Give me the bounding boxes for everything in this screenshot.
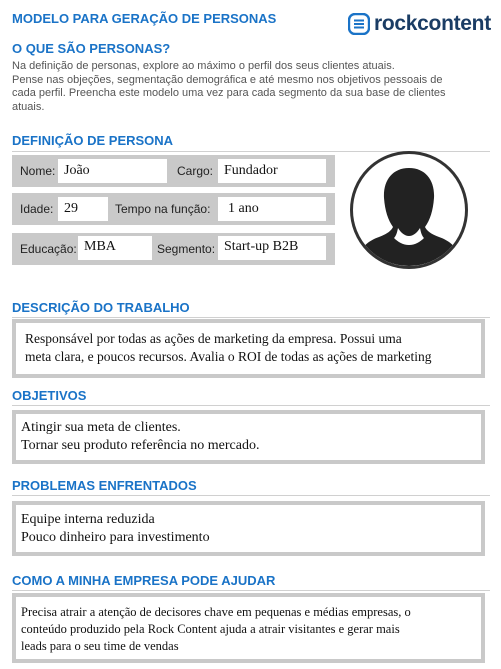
- segment-field[interactable]: Start-up B2B: [218, 236, 326, 260]
- goals-field[interactable]: [16, 414, 481, 460]
- intro-text: [12, 60, 482, 114]
- problems-section-title: PROBLEMAS ENFRENTADOS: [12, 478, 197, 493]
- persona-avatar[interactable]: [350, 151, 468, 269]
- text-line: Atingir sua meta de clientes.: [21, 420, 181, 435]
- name-field[interactable]: João: [58, 159, 167, 183]
- problems-box: [12, 501, 485, 556]
- segment-label: Segmento:: [157, 242, 216, 256]
- person-silhouette-icon: [353, 154, 465, 266]
- goals-box: [12, 410, 485, 464]
- goals-section-title: OBJETIVOS: [12, 388, 87, 403]
- intro-line: cada perfil. Preencha este modelo uma vez para cada segmento da sua base de clientes: [12, 87, 446, 99]
- intro-line: Pense nas objeções, segmentação demográfica e até mesmo nos objetivos pessoais de: [12, 73, 443, 86]
- intro-line: Na definição de personas, explore ao máximo o perfil dos seus clientes atuais.: [12, 60, 395, 72]
- text-line: Responsável por todas as ações de marketing da empresa. Possui uma: [25, 331, 402, 346]
- section-divider: [12, 590, 490, 591]
- persona-row-education-segment: [12, 233, 335, 265]
- persona-section-title: DEFINIÇÃO DE PERSONA: [12, 133, 174, 148]
- role-field[interactable]: Fundador: [218, 159, 326, 183]
- text-line: Precisa atrair a atenção de decisores chave em pequenas e médias empresas, o: [21, 605, 411, 619]
- problems-field[interactable]: [16, 505, 481, 552]
- section-divider: [12, 495, 490, 496]
- education-label: Educação:: [20, 242, 77, 256]
- text-line: conteúdo produzido pela Rock Content ajuda a atrair visitantes e gerar mais: [21, 622, 400, 636]
- persona-row-age-tenure: [12, 193, 335, 225]
- help-box: [12, 593, 485, 663]
- age-label: Idade:: [20, 202, 54, 216]
- brand-name: rockcontent: [374, 12, 491, 35]
- job-section-title: DESCRIÇÃO DO TRABALHO: [12, 300, 190, 315]
- text-line: leads para o seu time de vendas: [21, 639, 179, 653]
- intro-line: atuais.: [12, 100, 45, 113]
- tenure-label: Tempo na função:: [115, 202, 211, 216]
- text-line: meta clara, e poucos recursos. Avalia o ROI de todas as ações de marketing: [25, 349, 432, 364]
- text-line: Pouco dinheiro para investimento: [21, 530, 210, 545]
- persona-row-name-role: [12, 155, 335, 187]
- section-divider: [12, 405, 490, 406]
- age-field[interactable]: 29: [58, 197, 108, 221]
- role-label: Cargo:: [177, 164, 214, 178]
- text-line: Tornar seu produto referência no mercado.: [21, 438, 260, 453]
- education-field[interactable]: MBA: [78, 236, 152, 260]
- section-divider: [12, 317, 490, 318]
- help-section-title: COMO A MINHA EMPRESA PODE AJUDAR: [12, 573, 276, 588]
- name-label: Nome:: [20, 164, 56, 178]
- brand-logo: [348, 12, 491, 36]
- tenure-field[interactable]: 1 ano: [218, 197, 326, 221]
- help-field[interactable]: [16, 597, 481, 659]
- job-description-field[interactable]: [16, 323, 481, 374]
- text-line: Equipe interna reduzida: [21, 512, 155, 527]
- rockcontent-logo-icon: [348, 13, 370, 35]
- job-description-box: [12, 319, 485, 378]
- page-title: MODELO PARA GERAÇÃO DE PERSONAS: [12, 11, 277, 26]
- intro-title: O QUE SÃO PERSONAS?: [12, 41, 171, 56]
